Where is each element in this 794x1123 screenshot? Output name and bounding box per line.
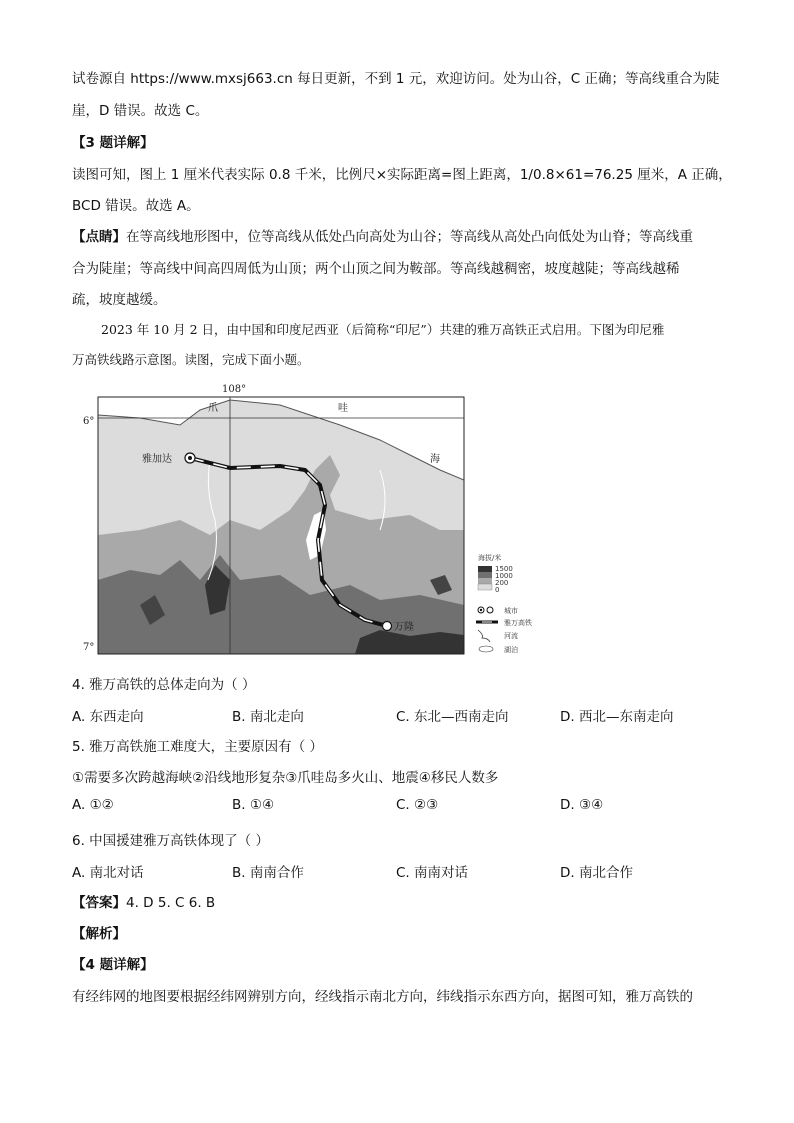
legend-lake-label: 湖泊: [504, 646, 518, 654]
answer-text: 4. D 5. C 6. B: [126, 895, 216, 911]
latitude-label: 7°: [83, 642, 95, 653]
option: D. 南北合作: [560, 865, 633, 881]
longitude-label: 108°: [222, 384, 247, 395]
city-label-bandung: 万隆: [394, 622, 414, 633]
text-line: BCD 错误。故选 A。: [72, 198, 200, 214]
option: A. 南北对话: [72, 865, 144, 881]
legend-river-label: 河流: [504, 632, 518, 640]
legend-swatch: [478, 578, 492, 584]
option: D. 西北—东南走向: [560, 709, 674, 725]
tip-tag: 【点睛】: [72, 229, 126, 245]
option: B. 南北走向: [232, 709, 304, 725]
legend-level: 200: [495, 579, 509, 587]
city-label-jakarta: 雅加达: [142, 454, 172, 465]
analysis-heading: 【解析】: [72, 926, 126, 942]
capital-dot: [188, 456, 192, 460]
option: A. 东西走向: [72, 709, 144, 725]
legend-swatch: [478, 572, 492, 578]
question-stem: 4. 雅万高铁的总体走向为（ ）: [72, 677, 256, 693]
question-sub: ①需要多次跨越海峡②沿线地形复杂③爪哇岛多火山、地震④移民人数多: [72, 770, 499, 786]
tip-text: 在等高线地形图中，位等高线从低处凸向高处为山谷；等高线从高处凸向低处为山脊；等高线重: [126, 229, 693, 245]
legend-level: 0: [495, 586, 500, 594]
legend-title: 海拔/米: [478, 554, 502, 562]
legend-level: 1500: [495, 565, 513, 573]
railway-map: [80, 380, 550, 660]
latitude-label: 6°: [83, 416, 95, 427]
legend-city-icon: [487, 607, 493, 613]
text-line: 崖，D 错误。故选 C。: [72, 103, 209, 119]
answer-tag: 【答案】: [72, 895, 126, 911]
intro-line: 万高铁线路示意图。读图，完成下面小题。: [72, 352, 310, 367]
legend-railway-label: 雅万高铁: [504, 619, 532, 627]
text-line: 有经纬网的地图要根据经纬网辨别方向，经线指示南北方向，纬线指示东西方向，据图可知，雅万高铁的: [72, 989, 693, 1005]
option: C. 南南对话: [396, 865, 469, 881]
question-stem: 6. 中国援建雅万高铁体现了（ ）: [72, 833, 269, 849]
legend-city-label: 城市: [504, 607, 518, 615]
option: D. ③④: [560, 797, 604, 813]
text-line: 合为陡崖；等高线中间高四周低为山顶；两个山顶之间为鞍部。等高线越稠密，坡度越陡；等高线越稀: [72, 261, 680, 277]
option: C. ②③: [396, 797, 439, 813]
legend-swatch: [478, 566, 492, 572]
section-heading: 【4 题详解】: [72, 957, 154, 973]
text-line: 读图可知，图上 1 厘米代表实际 0.8 千米，比例尺×实际距离=图上距离，1/0.8×61=76.25 厘米，A 正确，: [72, 167, 732, 183]
legend-swatch: [478, 584, 492, 590]
text-line: [72, 225, 693, 245]
city-marker-bandung: [383, 622, 392, 631]
option: B. ①④: [232, 797, 275, 813]
option: B. 南南合作: [232, 865, 304, 881]
legend-level: 1000: [495, 572, 513, 580]
option: C. 东北—西南走向: [396, 709, 509, 725]
legend-river-icon: [478, 630, 490, 642]
answer-line: [72, 891, 215, 911]
option: A. ①②: [72, 797, 114, 813]
region-label: 爪: [208, 403, 218, 414]
text-line: 疏，坡度越缓。: [72, 292, 167, 308]
legend-capital-icon: [480, 609, 482, 611]
intro-line: 2023 年 10 月 2 日，由中国和印度尼西亚（后简称“印尼”）共建的雅万高铁正式启用。下图为印尼雅: [101, 322, 665, 337]
legend-lake-icon: [479, 646, 493, 652]
text-line: 试卷源自 https://www.mxsj663.cn 每日更新，不到 1 元，欢迎访问。处为山谷，C 正确；等高线重合为陡: [72, 71, 720, 87]
question-stem: 5. 雅万高铁施工难度大，主要原因有（ ）: [72, 739, 323, 755]
sea-label: 海: [430, 454, 440, 465]
region-label: 哇: [338, 403, 348, 414]
section-heading: 【3 题详解】: [72, 135, 154, 151]
